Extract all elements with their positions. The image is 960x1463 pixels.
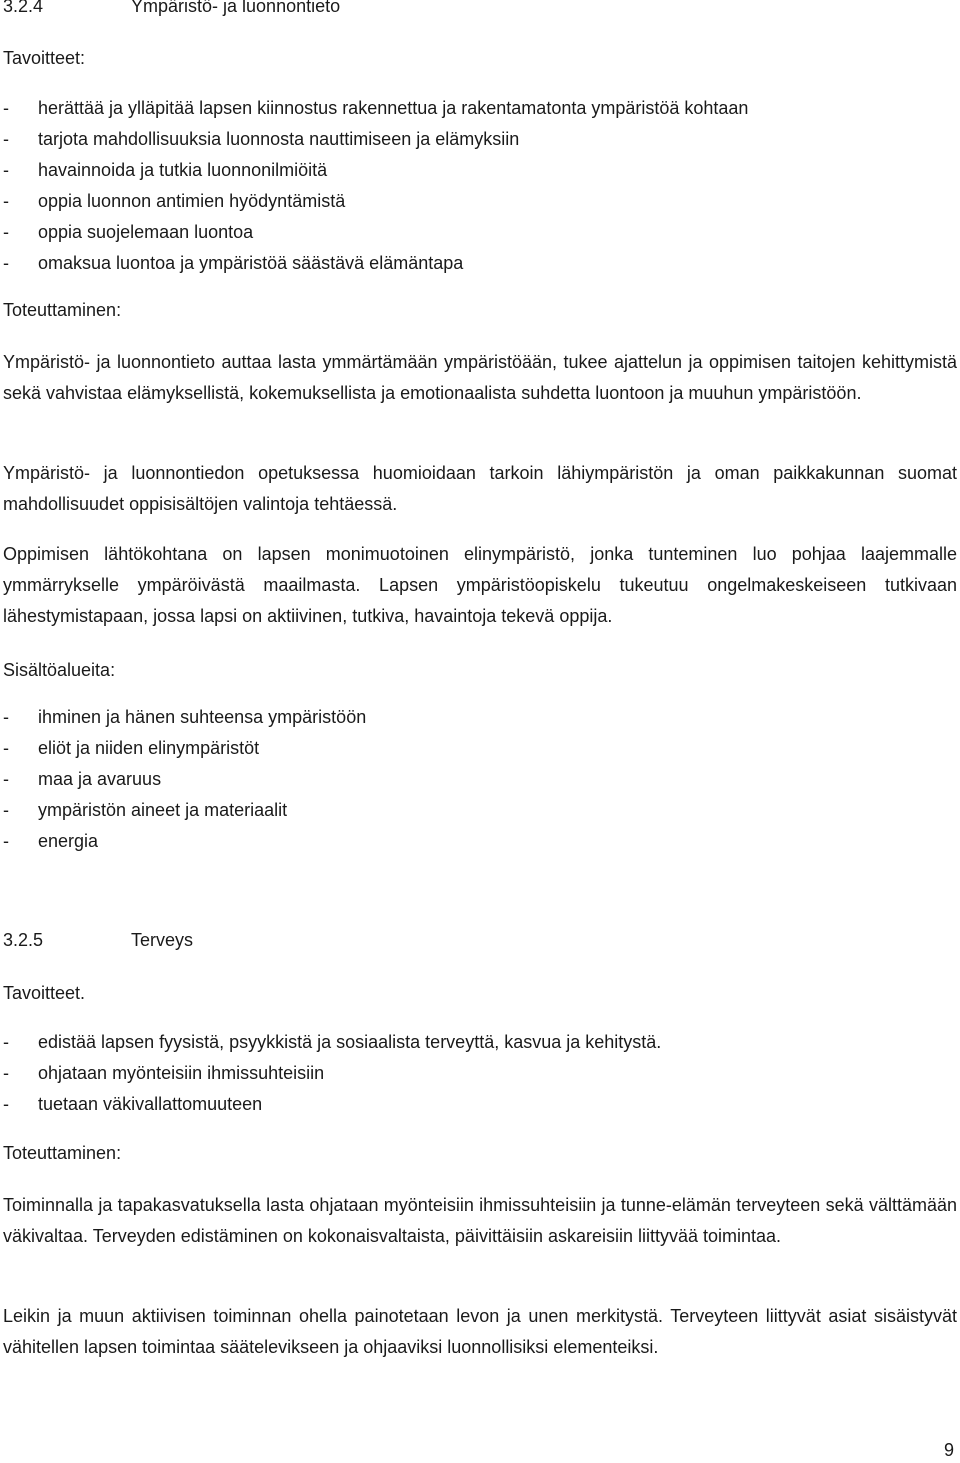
list-item: - ohjataan myönteisiin ihmissuhteisiin (3, 1058, 661, 1089)
list-item: - tuetaan väkivallattomuuteen (3, 1089, 661, 1120)
bullet-dash: - (3, 191, 9, 211)
content-areas-label: Sisältöalueita: (3, 660, 116, 680)
section-heading-3-2-5 (3, 930, 193, 951)
goals-list (3, 93, 748, 279)
bullet-dash: - (3, 1094, 9, 1114)
page-number: 9 (943, 1440, 954, 1460)
bullet-dash: - (3, 222, 9, 242)
paragraph: Leikin ja muun aktiivisen toiminnan ohella painotetaan levon ja unen merkitystä. Terveyteen liittyvät asiat sisäistyvät vähitellen lapsen toimintaa säätelevikseen ja ohjaaviksi luonnollisiksi elementeiksi. (3, 1306, 957, 1357)
implementation-label: Toteuttaminen: (3, 1143, 122, 1163)
paragraph: Oppimisen lähtökohtana on lapsen monimuotoinen elinympäristö, jonka tunteminen luo pohjaa laajemmalle ymmärrykselle ympäröivästä maailmasta. Lapsen ympäristöopiskelu tukeutuu ongelmakeskeiseen tutkivaan lähestymistapaan, jossa lapsi on aktiivinen, tutkiva, havaintoja tekevä oppija. (3, 544, 957, 626)
bullet-dash: - (3, 738, 9, 758)
implementation-label: Toteuttaminen: (3, 300, 122, 320)
list-item: - eliöt ja niiden elinympäristöt (3, 733, 366, 764)
bullet-dash: - (3, 160, 9, 180)
bullet-dash: - (3, 707, 9, 727)
list-item: - omaksua luontoa ja ympäristöä säästävä elämäntapa (3, 248, 748, 279)
section-title: Terveys (131, 930, 194, 950)
content-areas-list (3, 702, 366, 857)
paragraph: Toiminnalla ja tapakasvatuksella lasta ohjataan myönteisiin ihmissuhteisiin ja tunne-elämän terveyteen sekä välttämään väkivaltaa. Terveyden edistäminen on kokonaisvaltaista, päivittäisiin askareisiin liittyvää toimintaa. (3, 1195, 957, 1246)
bullet-dash: - (3, 1032, 9, 1052)
bullet-dash: - (3, 1063, 9, 1083)
section-heading-3-2-4 (3, 0, 340, 17)
list-item: - energia (3, 826, 366, 857)
list-item: - ympäristön aineet ja materiaalit (3, 795, 366, 826)
paragraph: Ympäristö- ja luonnontieto auttaa lasta ymmärtämään ympäristöään, tukee ajattelun ja oppimisen taitojen kehittymistä sekä vahvistaa elämyksellistä, kokemuksellista ja emotionaalista suhdetta luontoon ja muuhun ympäristöön. (3, 352, 957, 403)
goals-list (3, 1027, 661, 1120)
bullet-dash: - (3, 98, 9, 118)
bullet-dash: - (3, 769, 9, 789)
section-title: Ympäristö- ja luonnontieto (131, 0, 341, 16)
list-item: - edistää lapsen fyysistä, psyykkistä ja sosiaalista terveyttä, kasvua ja kehitystä. (3, 1027, 661, 1058)
list-item: - herättää ja ylläpitää lapsen kiinnostus rakennettua ja rakentamatonta ympäristöä kohtaan (3, 93, 748, 124)
bullet-dash: - (3, 800, 9, 820)
list-item: - oppia luonnon antimien hyödyntämistä (3, 186, 748, 217)
section-number: 3.2.4 (3, 0, 44, 16)
list-item: - oppia suojelemaan luontoa (3, 217, 748, 248)
section-number: 3.2.5 (3, 930, 44, 950)
goals-label: Tavoitteet: (3, 48, 86, 68)
list-item: - havainnoida ja tutkia luonnonilmiöitä (3, 155, 748, 186)
paragraph: Ympäristö- ja luonnontiedon opetuksessa huomioidaan tarkoin lähiympäristön ja oman paikkakunnan suomat mahdollisuudet oppisisältöjen valintoja tehtäessä. (3, 463, 957, 514)
list-item: - maa ja avaruus (3, 764, 366, 795)
goals-label: Tavoitteet. (3, 983, 86, 1003)
list-item: - ihminen ja hänen suhteensa ympäristöön (3, 702, 366, 733)
bullet-dash: - (3, 831, 9, 851)
list-item: - tarjota mahdollisuuksia luonnosta nauttimiseen ja elämyksiin (3, 124, 748, 155)
bullet-dash: - (3, 253, 9, 273)
bullet-dash: - (3, 129, 9, 149)
